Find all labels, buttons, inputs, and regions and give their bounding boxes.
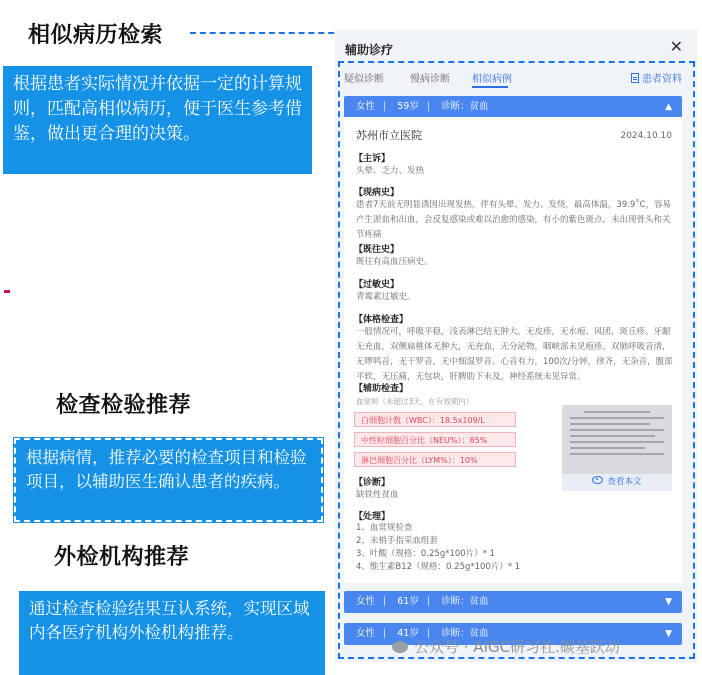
section-chief-text: 头晕、乏力、发热 <box>356 166 425 176</box>
lab-item-lym: 淋巴细胞百分比（LYM%）：10% <box>354 452 516 467</box>
case-bar-2[interactable]: 女性 | 61岁 | 诊断：贫血 ▼ <box>344 591 682 613</box>
desc-exam-recommend: 根据病情，推荐必要的检查项目和检验项目，以辅助医生确认患者的疾病。 <box>14 438 323 522</box>
watermark-text: 公众号 · AIGC研习社.碳基跃动 <box>414 638 620 656</box>
desc-similar-case: 根据患者实际情况并依据一定的计算规则，匹配高相似病历，便于医生参考借鉴，做出更合理的决策。 <box>3 66 312 174</box>
section-past-title: 【既往史】 <box>354 245 400 255</box>
section-physical-text: 一般情况可，呼吸平稳，浅表淋巴结无肿大，无皮疹，无水疱、风团，斑丘疹。牙龈无充血，双侧扁桃体无肿大，无充血，无分泌物，咽峡部未见疱疹，双肺呼吸音清，无啰鸣音，无干罗音，无中细湿罗音。心音有力，100次/分钟，律齐，无杂音，腹部平软，无压痛，无包块，肝脾肋下未及，神经系统未见异常。 <box>356 327 673 382</box>
chevron-up-icon[interactable]: ▲ <box>665 102 672 112</box>
case-gender: 女性 <box>356 628 376 639</box>
case-age: 59岁 <box>397 101 419 112</box>
tab-suspected-diagnosis[interactable]: 疑似诊断 <box>344 74 384 85</box>
section-diagnosis-title: 【诊断】 <box>354 478 391 488</box>
view-report-label: 查看本文 <box>607 477 642 487</box>
section-present-title: 【现病史】 <box>354 188 400 198</box>
report-thumbnail[interactable] <box>562 405 672 491</box>
tab-active-underline <box>472 86 508 88</box>
patient-info-link[interactable] <box>631 70 682 85</box>
section-allergy-text: 青霉素过敏史。 <box>356 292 416 302</box>
tab-similar-cases[interactable]: 相似病例 <box>472 74 512 85</box>
chevron-down-icon[interactable]: ▼ <box>665 629 672 639</box>
case-detail <box>344 117 682 583</box>
section-allergy-title: 【过敏史】 <box>354 280 400 290</box>
section-diagnosis-text: 缺铁性贫血 <box>356 490 399 500</box>
treatment-item: 4、维生素B12（规格：0.25g*100片）* 1 <box>356 562 521 572</box>
case-bar-3[interactable]: 女性 | 41岁 | 诊断：贫血 ▼ <box>344 623 682 645</box>
case-diagnosis: 诊断：贫血 <box>441 628 489 639</box>
heading-exam-recommend: 检查检验推荐 <box>56 393 192 418</box>
case-diagnosis: 诊断：贫血 <box>441 596 489 607</box>
panel-title: 辅助诊疗 <box>345 43 394 57</box>
tab-chronic-diagnosis[interactable]: 慢病诊断 <box>410 74 450 85</box>
heading-similar-case: 相似病历检索 <box>28 23 164 48</box>
section-physical-title: 【体格检查】 <box>354 315 409 325</box>
case-gender: 女性 <box>356 101 376 112</box>
case-age: 41岁 <box>397 628 419 639</box>
close-icon[interactable]: ✕ <box>669 37 683 56</box>
desc-external-recommend: 通过检查检验结果互认系统，实现区域内各医疗机构外检机构推荐。 <box>19 591 325 675</box>
case-bar-1[interactable]: 女性 | 59岁 | 诊断：贫血 ▲ <box>344 96 682 118</box>
wechat-icon <box>392 641 408 653</box>
watermark <box>392 636 620 657</box>
section-aux-title: 【辅助检查】 <box>354 384 409 394</box>
lab-item-neu: 中性粒细胞百分比（NEU%）：85% <box>354 432 516 447</box>
treatment-item: 3、叶酸（规格：0.25g*100片）* 1 <box>356 549 496 559</box>
treatment-item: 2、末梢手指采血组套 <box>356 536 438 546</box>
section-present-text: 患者7天前无明显诱因出现发热，伴有头晕、发力、发绕，最高体温，39.9˚C，容易产生淤血和出血，会反复感染或难以治愈的感染，有小的紫色斑点，未出现骨头和关节疼痛 <box>356 200 672 240</box>
eye-icon <box>592 476 603 484</box>
section-treatment-title: 【处理】 <box>354 512 391 522</box>
hospital-name: 苏州市立医院 <box>356 129 422 142</box>
case-age: 61岁 <box>397 596 419 607</box>
case-date: 2024.10.10 <box>620 131 672 141</box>
treatment-list <box>356 522 674 574</box>
heading-external-recommend: 外检机构推荐 <box>54 545 190 570</box>
left-edge-mark <box>4 290 10 293</box>
section-aux-note: 血常规（未超过3天，在有效期内） <box>356 397 474 406</box>
case-diagnosis: 诊断：贫血 <box>441 101 489 112</box>
case-gender: 女性 <box>356 596 376 607</box>
section-chief-title: 【主诉】 <box>354 154 391 164</box>
treatment-item: 1、血常规检查 <box>356 523 413 533</box>
patient-info-label: 患者资料 <box>642 74 682 85</box>
chevron-down-icon[interactable]: ▼ <box>665 597 672 607</box>
document-icon <box>631 73 639 83</box>
lab-item-wbc: 白细胞计数（WBC）：18.5x109/L <box>354 412 516 427</box>
section-past-text: 既往有高血压病史。 <box>356 257 433 267</box>
